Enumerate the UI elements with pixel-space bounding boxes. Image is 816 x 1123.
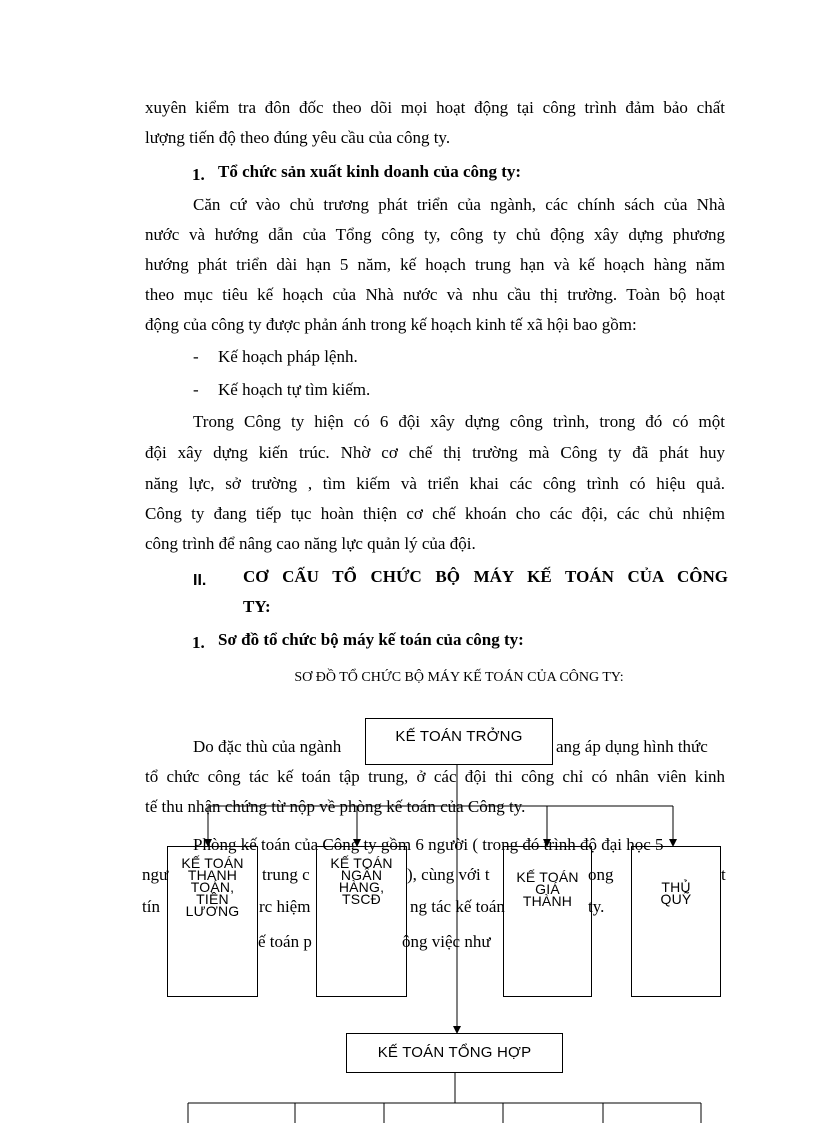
paragraph-fragment: ế toán p <box>258 932 312 951</box>
paragraph-line: Phòng kế toán của Công ty gồm 6 người ( trong đó trình độ đại học 5 <box>193 835 664 854</box>
paragraph-fragment: rc hiệm <box>259 897 311 916</box>
paragraph-line: nước và hướng dẫn của Tổng công ty, công ty chủ động xây dựng phương <box>145 225 725 244</box>
org-box-general-accountant <box>346 1033 563 1073</box>
section-heading: CƠ CẤU TỔ CHỨC BỘ MÁY KẾ TOÁN CỦA CÔNG <box>243 567 728 586</box>
section-heading: Tổ chức sản xuất kinh doanh của công ty: <box>218 162 522 181</box>
paragraph-line: tổ chức công tác kế toán tập trung, ở các đội thi công chỉ có nhân viên kinh <box>145 767 725 786</box>
paragraph-line: hướng phát triển dài hạn 5 năm, kế hoạch trung hạn và kế hoạch hàng năm <box>145 255 725 274</box>
paragraph-line: Do đặc thù của ngành <box>193 737 342 756</box>
paragraph-line: năng lực, sở trường , tìm kiếm và triển khai các công trình có hiệu quả. <box>145 474 725 493</box>
chart-caption: SƠ ĐỒ TỔ CHỨC BỘ MÁY KẾ TOÁN CỦA CÔNG TY: <box>294 670 624 685</box>
paragraph-line: Công ty đang tiếp tục hoàn thiện cơ chế khoán cho các đội, các chủ nhiệm <box>145 504 725 523</box>
paragraph-line: động của công ty được phản ánh trong kế hoạch kinh tế xã hội bao gồm: <box>145 315 637 334</box>
paragraph-fragment: tín <box>142 897 160 916</box>
org-box-label: KẾ TOÁN TỔNG HỢP <box>377 1044 532 1061</box>
paragraph-fragment: trung c <box>262 865 310 884</box>
paragraph-line: theo mục tiêu kế hoạch của Nhà nước và nhu cầu thị trường. Toàn bộ hoạt <box>145 285 725 304</box>
org-box-label: KẾ TOÁN NGÂN HÀNG, TSCĐ <box>330 855 393 907</box>
paragraph-line: lượng tiến độ theo đúng yêu cầu của công ty. <box>145 128 451 147</box>
paragraph-fragment: ông việc như <box>402 932 491 951</box>
bullet-item: Kế hoạch pháp lệnh. <box>218 347 358 366</box>
section-number: 1. <box>192 165 205 184</box>
org-box-bank-assets <box>316 846 407 997</box>
paragraph-line: Trong Công ty hiện có 6 đội xây dựng công trình, trong đó có một <box>193 412 725 431</box>
org-box-label: KẾ TOÁN THANH TOÁN, TIỀN LƯƠNG <box>181 855 244 919</box>
bullet-dash: - <box>193 380 199 399</box>
section-number: 1. <box>192 633 205 652</box>
paragraph-fragment: ong <box>588 865 614 884</box>
bullet-dash: - <box>193 347 199 366</box>
section-heading: Sơ đồ tổ chức bộ máy kế toán của công ty: <box>218 630 524 649</box>
bullet-item: Kế hoạch tự tìm kiếm. <box>218 380 371 399</box>
paragraph-fragment: t <box>721 865 726 884</box>
org-box-label: KẾ TOÁN TRỞNG <box>395 728 523 745</box>
paragraph-line: xuyên kiểm tra đôn đốc theo dõi mọi hoạt động tại công trình đảm bảo chất <box>145 98 725 117</box>
paragraph-fragment: ty. <box>588 897 605 916</box>
paragraph-line: công trình để nâng cao năng lực quản lý của đội. <box>145 534 476 553</box>
paragraph-fragment: ng tác kế toán <box>410 897 505 916</box>
section-number: II. <box>193 572 207 589</box>
paragraph-line: Căn cứ vào chủ trương phát triển của ngành, các chính sách của Nhà <box>193 195 725 214</box>
paragraph-line: ang áp dụng hình thức <box>556 737 708 756</box>
paragraph-fragment: ngư <box>142 865 169 884</box>
paragraph-fragment: ), cùng với t <box>407 865 490 884</box>
org-box-cost-price <box>503 846 592 997</box>
paragraph-line: tế thu nhận chứng từ nộp về phòng kế toán của Công ty. <box>145 797 526 816</box>
section-heading: TY: <box>243 597 271 616</box>
paragraph-line: đội xây dựng kiến trúc. Nhờ cơ chế thị trường mà Công ty đã phát huy <box>145 443 725 462</box>
org-box-chief-accountant <box>365 718 553 765</box>
org-box-label: KẾ TOÁN GIÁ THÀNH <box>516 869 579 909</box>
org-box-payment-payroll <box>167 846 258 997</box>
org-box-treasurer <box>631 846 721 997</box>
org-box-label: THỦ QUỸ <box>660 879 692 907</box>
